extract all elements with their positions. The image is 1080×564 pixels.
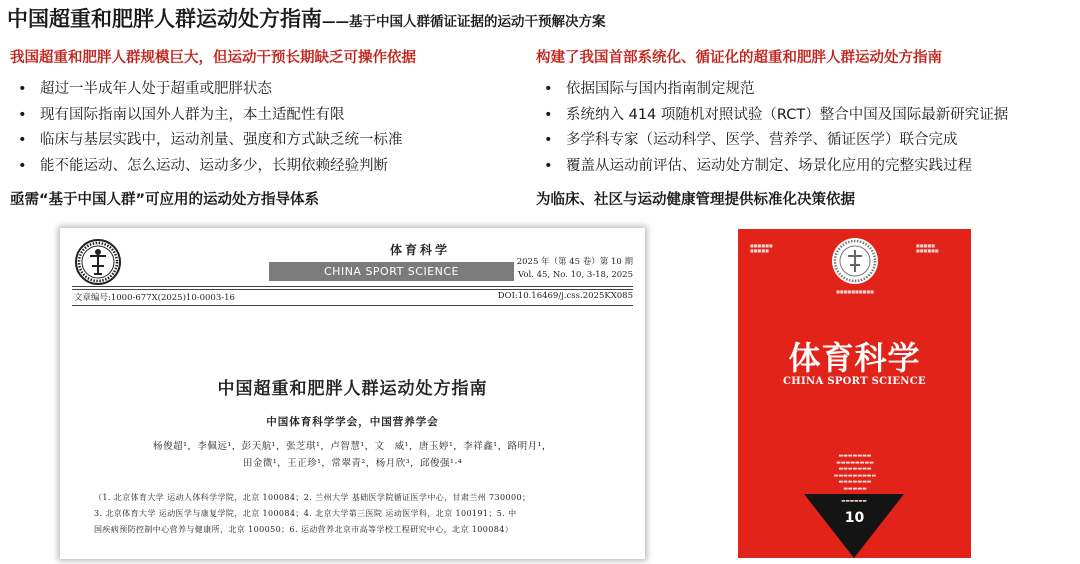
bullet-icon: • <box>544 81 553 97</box>
page-subtitle: ——基于中国人群循证证据的运动干预解决方案 <box>322 14 606 30</box>
paper-authors-line: 杨俊超¹，李佩远¹，彭天航¹，张芝琪¹，卢智慧¹，文 威¹，唐玉婷¹，李祥鑫¹，路明月¹， <box>153 441 552 452</box>
list-item <box>536 103 1076 129</box>
list-item-text: 覆盖从运动前评估、运动处方制定、场景化应用的完整实践过程 <box>566 158 972 175</box>
right-heading: 构建了我国首部系统化、循证化的超重和肥胖人群运动处方指南 <box>536 50 942 66</box>
right-column <box>536 46 1076 209</box>
paper-volume-line: Vol. 45, No. 10, 3-18, 2025 <box>518 270 633 280</box>
list-item-text: 临床与基层实践中，运动剂量、强度和方式缺乏统一标准 <box>40 132 403 149</box>
paper-rule-top-2 <box>72 289 633 290</box>
bullet-icon: • <box>18 106 27 123</box>
paper-title: 中国超重和肥胖人群运动处方指南 <box>217 379 488 399</box>
paper-affiliation-line: 国疾病预防控制中心营养与健康所，北京 100050；6. 运动营养北京市高等学校工程研究中心，北京 100084） <box>94 525 514 534</box>
list-item <box>10 128 520 154</box>
cover-english-title: CHINA SPORT SCIENCE <box>783 376 926 387</box>
page-title-row <box>7 3 606 33</box>
paper-societies: 中国体育科学学会，中国营养学会 <box>266 416 439 428</box>
page-title: 中国超重和肥胖人群运动处方指南 <box>7 7 322 31</box>
right-footer: 为临床、社区与运动健康管理提供标准化决策依据 <box>536 191 855 208</box>
paper-affiliations <box>94 490 614 538</box>
list-item <box>10 77 520 103</box>
list-item-text: 现有国际指南以国外人群为主，本土适配性有限 <box>40 106 345 123</box>
left-bullet-list <box>10 77 520 180</box>
bullet-icon: • <box>544 158 553 175</box>
list-item <box>536 154 1076 180</box>
paper-doi: DOI:10.16469/j.css.2025KX085 <box>497 291 633 301</box>
left-column <box>10 46 520 209</box>
list-item <box>536 77 1076 103</box>
journal-cover <box>738 229 971 558</box>
paper-authors-line: 田金微¹，王正珍¹，常翠青²，杨月欣³，邱俊强¹·⁴ <box>242 458 463 469</box>
list-item-text: 依据国际与国内指南制定规范 <box>566 81 755 97</box>
paper-rule-top <box>72 286 633 287</box>
bullet-icon: • <box>18 132 27 149</box>
cover-index-list: ▬▬▬▬▬▬▬ ▬▬▬▬▬▬▬▬ ▬▬▬▬▬▬▬ ▬▬▬▬▬▬▬▬▬ ▬▬▬▬▬▬▬ ▬▬▬▬▬ <box>833 453 877 492</box>
list-item <box>10 103 520 129</box>
paper-affiliation-line: （1. 北京体育大学 运动人体科学学院，北京 100084；2. 兰州大学 基础医学院循证医学中心，甘肃兰州 730000； <box>94 493 531 502</box>
cover-emblem-icon <box>831 237 879 285</box>
list-item-text: 系统纳入 414 项随机对照试验（RCT）整合中国及国际最新研究证据 <box>566 106 1009 123</box>
cover-small-print: ■■■■■ ■■■■■■ <box>916 243 939 253</box>
cover-title: 体育科学 <box>788 339 921 377</box>
list-item <box>10 154 520 180</box>
list-item-text: 超过一半成年人处于超重或肥胖状态 <box>40 81 272 97</box>
cover-date-print: ▬▬▬▬▬▬ <box>841 499 867 504</box>
right-bullet-list <box>536 77 1076 180</box>
cover-small-print: ■■■■■■■■■■ <box>836 289 874 294</box>
paper-first-page <box>60 228 645 559</box>
left-footer: 亟需“基于中国人群”可应用的运动处方指导体系 <box>10 191 320 208</box>
journal-emblem-icon <box>74 238 122 286</box>
paper-issue-line: 2025 年（第 45 卷）第 10 期 <box>516 257 633 267</box>
cover-issue-number: 10 <box>844 510 865 526</box>
left-heading: 我国超重和肥胖人群规模巨大，但运动干预长期缺乏可操作依据 <box>10 50 416 66</box>
bullet-icon: • <box>18 158 27 175</box>
paper-authors <box>60 438 645 472</box>
bullet-icon: • <box>544 106 553 123</box>
paper-journal-english: CHINA SPORT SCIENCE <box>269 262 514 281</box>
paper-journal-name: 体育科学 <box>390 243 451 257</box>
list-item-text: 能不能运动、怎么运动、运动多少，长期依赖经验判断 <box>40 158 388 175</box>
cover-small-print: ■■■■■■ ■■■■■ <box>750 243 773 253</box>
paper-article-number: 文章编号:1000-677X(2025)10-0003-16 <box>74 293 235 303</box>
paper-issue-info <box>517 256 633 282</box>
bullet-icon: • <box>18 81 27 97</box>
list-item-text: 多学科专家（运动科学、医学、营养学、循证医学）联合完成 <box>566 132 958 149</box>
paper-rule-bottom <box>72 305 633 306</box>
bullet-icon: • <box>544 132 553 149</box>
paper-affiliation-line: 3. 北京体育大学 运动医学与康复学院，北京 100084；4. 北京大学第三医院 运动医学科，北京 100191；5. 中 <box>94 509 517 518</box>
list-item <box>536 128 1076 154</box>
